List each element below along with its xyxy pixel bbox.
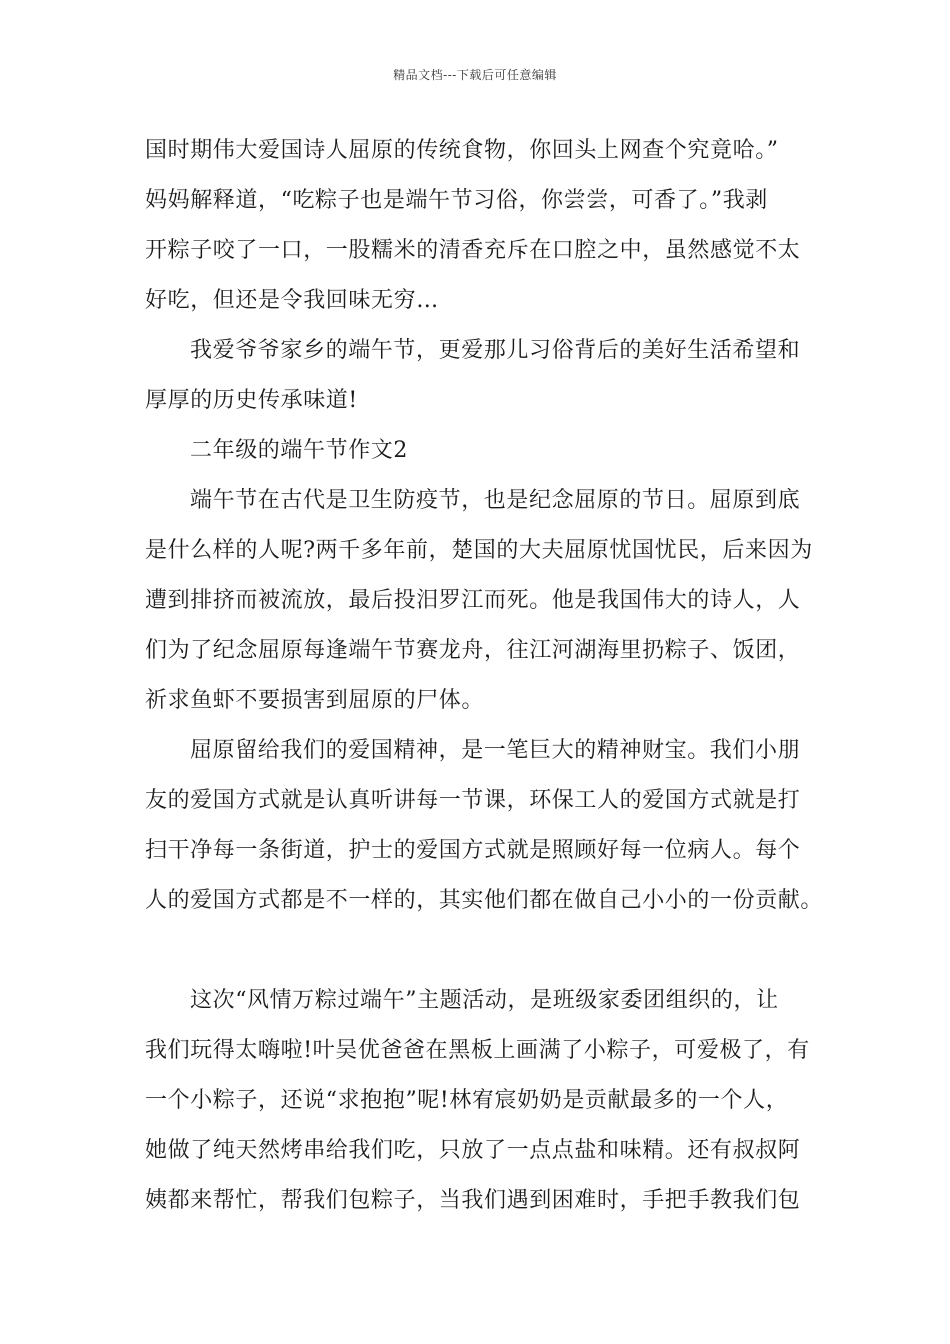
text-line: 祈求鱼虾不要损害到屈原的尸体。 [145,688,485,713]
text-line: 友的爱国方式就是认真听讲每一节课，环保工人的爱国方式就是打 [145,788,801,813]
text-line: 厚厚的历史传承味道! [145,388,358,413]
text-line: 是什么样的人呢?两千多年前，楚国的大夫屈原忧国忧民，后来因为 [145,538,813,563]
text-line: 遭到排挤而被流放，最后投汨罗江而死。他是我国伟大的诗人，人 [145,588,801,613]
text-line: 开粽子咬了一口，一股糯米的清香充斥在口腔之中，虽然感觉不太 [145,238,801,263]
paragraph-start: 屈原留给我们的爱国精神，是一笔巨大的精神财宝。我们小朋 [190,738,801,763]
text-line: 姨都来帮忙，帮我们包粽子，当我们遇到困难时，手把手教我们包 [145,1188,801,1213]
section-heading: 二年级的端午节作文2 [190,438,408,463]
text-line: 们为了纪念屈原每逢端午节赛龙舟，往江河湖海里扔粽子、饭团， [145,638,801,663]
paragraph-start: 这次“风情万粽过端午”主题活动，是班级家委团组织的，让 [190,988,779,1013]
text-line: 人的爱国方式都是不一样的，其实他们都在做自己小小的一份贡献。 [145,888,824,913]
text-line: 一个小粽子，还说“求抱抱”呢!林宥宸奶奶是贡献最多的一个人， [145,1088,789,1113]
text-line: 国时期伟大爱国诗人屈原的传统食物，你回头上网查个究竟哈。” [145,138,779,163]
paragraph-start: 我爱爷爷家乡的端午节，更爱那儿习俗背后的美好生活希望和 [190,338,801,363]
paragraph-start: 端午节在古代是卫生防疫节，也是纪念屈原的节日。屈原到底 [190,488,801,513]
page-header: 精品文档---下载后可任意编辑 [393,68,557,82]
text-line: 好吃，但还是令我回味无穷… [145,288,439,313]
text-line: 我们玩得太嗨啦!叶吴优爸爸在黑板上画满了小粽子，可爱极了，有 [145,1038,810,1063]
text-line: 扫干净每一条街道，护士的爱国方式就是照顾好每一位病人。每个 [145,838,801,863]
text-line: 她做了纯天然烤串给我们吃，只放了一点点盐和味精。还有叔叔阿 [145,1138,801,1163]
text-line: 妈妈解释道，“吃粽子也是端午节习俗，你尝尝，可香了。”我剥 [145,188,768,213]
